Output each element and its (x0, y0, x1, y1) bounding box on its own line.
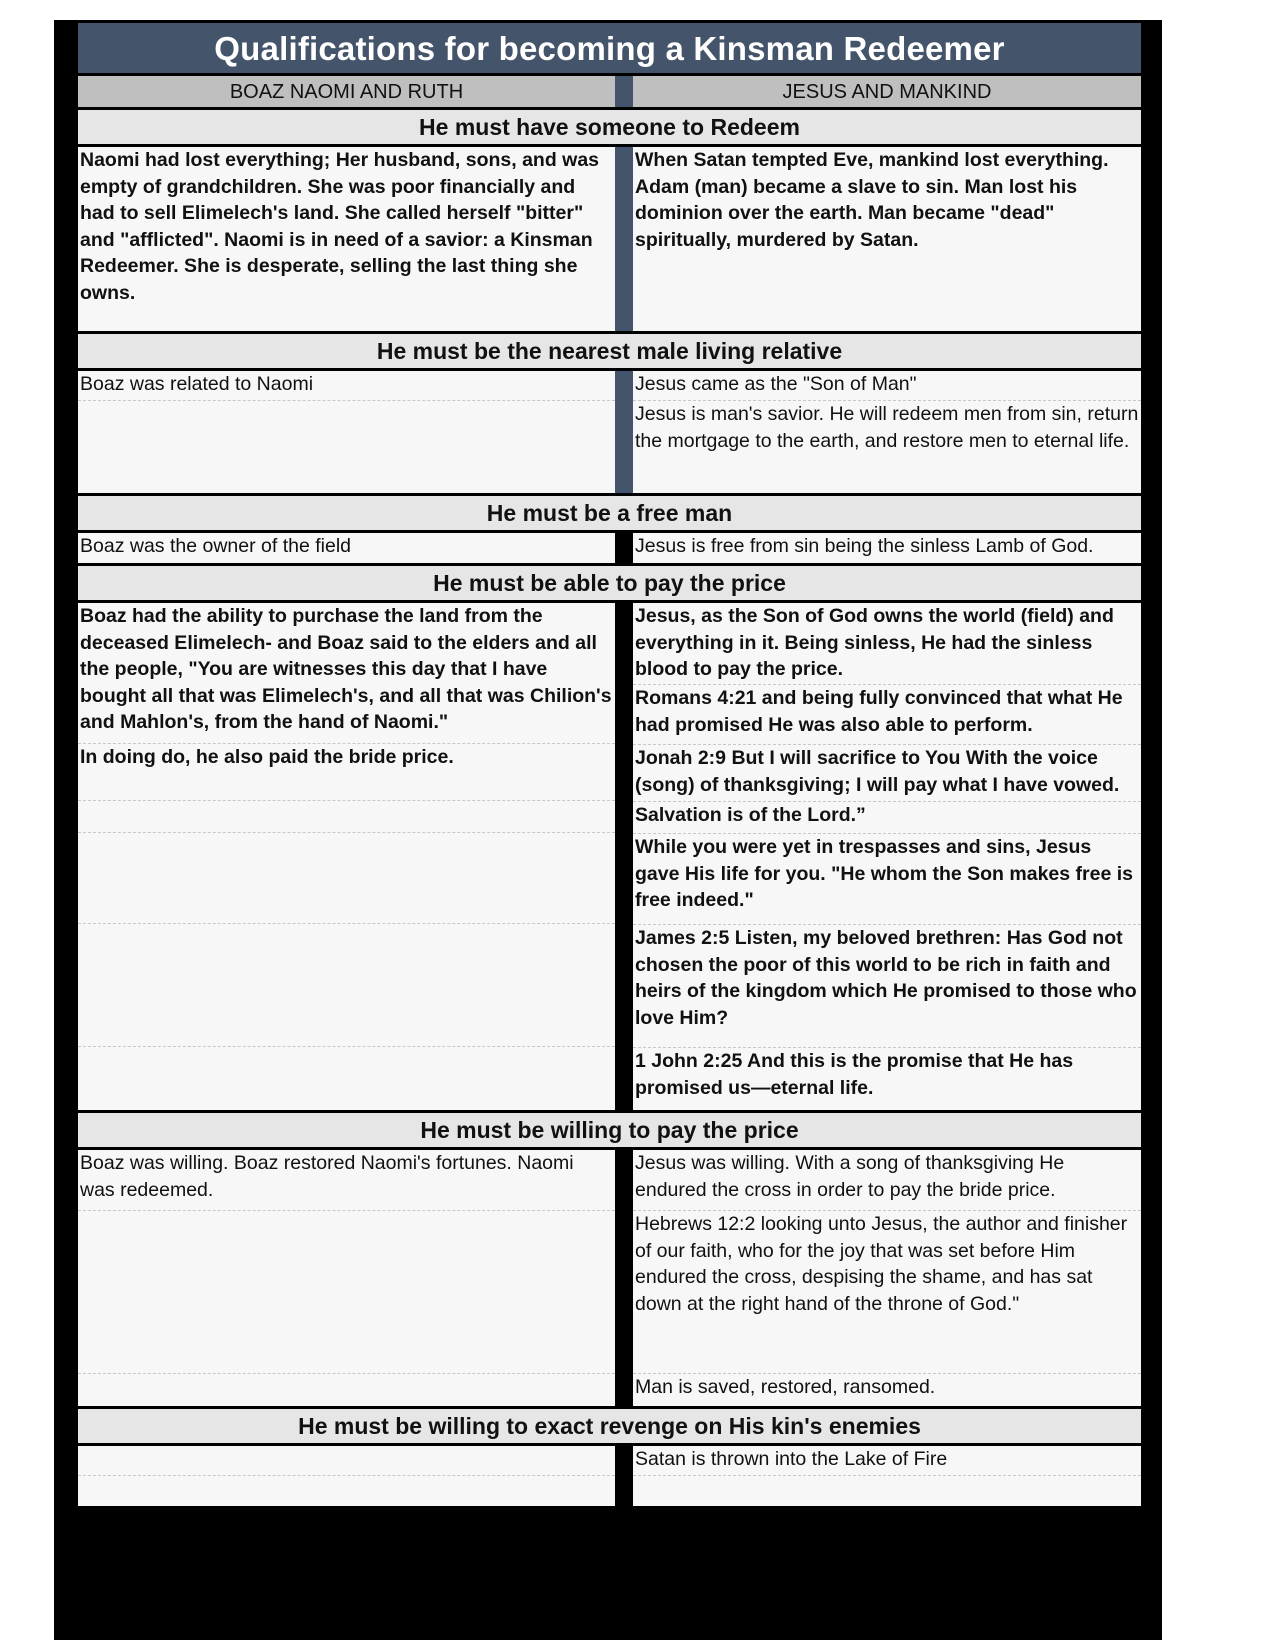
section-rows (78, 371, 1141, 493)
column-left (78, 533, 615, 563)
column-right (633, 371, 1141, 493)
column-left (78, 603, 615, 1110)
column-divider (615, 371, 633, 493)
right-cell: Jesus was willing. With a song of thanksgiving He endured the cross in order to pay the bride price. (633, 1150, 1141, 1211)
section-rows (78, 533, 1141, 563)
column-divider (615, 76, 633, 107)
column-right (633, 1150, 1141, 1406)
section-rows (78, 1446, 1141, 1506)
section-heading: He must be willing to pay the price (78, 1110, 1141, 1150)
column-header-left: BOAZ NAOMI AND RUTH (78, 76, 615, 107)
column-right (633, 147, 1141, 331)
left-cell (78, 801, 615, 833)
section (78, 107, 1141, 331)
right-cell: Hebrews 12:2 looking unto Jesus, the author and finisher of our faith, who for the joy that was set before Him endured the cross, despising the shame, and has sat down at the right hand of the throne of God." (633, 1211, 1141, 1374)
section-heading: He must be the nearest male living relative (78, 331, 1141, 371)
left-cell (78, 1446, 615, 1476)
left-cell (78, 1374, 615, 1406)
column-right (633, 603, 1141, 1110)
right-cell: Jonah 2:9 But I will sacrifice to You With the voice (song) of thanksgiving; I will pay what I have vowed. (633, 745, 1141, 802)
right-cell: Jesus came as the "Son of Man" (633, 371, 1141, 401)
left-cell: In doing do, he also paid the bride price. (78, 744, 615, 801)
column-right (633, 1446, 1141, 1506)
column-right (633, 533, 1141, 563)
right-cell: When Satan tempted Eve, mankind lost everything. Adam (man) became a slave to sin. Man lost his dominion over the earth. Man became "dead" spiritually, murdered by Satan. (635, 149, 1109, 251)
column-left (78, 1150, 615, 1406)
section-heading: He must be able to pay the price (78, 563, 1141, 603)
column-divider (615, 533, 633, 563)
section (78, 331, 1141, 493)
left-cell: Boaz had the ability to purchase the land from the deceased Elimelech- and Boaz said to the elders and all the people, "You are witnesses this day that I have bought all that was Elimelech's, and all that was Chilion's and Mahlon's, from the hand of Naomi." (78, 603, 615, 744)
section-heading: He must be a free man (78, 493, 1141, 533)
right-cell: Salvation is of the Lord.” (633, 802, 1141, 834)
column-divider (615, 1446, 633, 1506)
right-cell: Jesus, as the Son of God owns the world (field) and everything in it. Being sinless, He had the sinless blood to pay the price. (633, 603, 1141, 685)
column-headers (78, 76, 1141, 107)
column-divider (615, 603, 633, 1110)
column-left (78, 147, 615, 331)
left-cell: Naomi had lost everything; Her husband, sons, and was empty of grandchildren. She was poor financially and had to sell Elimelech's land. She called herself "bitter" and "afflicted". Naomi is in need of a savior: a Kinsman Redeemer. She is desperate, selling the last thing she owns. (80, 149, 600, 304)
left-cell (78, 1047, 615, 1110)
left-cell: Boaz was related to Naomi (78, 371, 615, 401)
section (78, 1406, 1141, 1506)
right-cell: While you were yet in trespasses and sins, Jesus gave His life for you. "He whom the Son makes free is free indeed." (633, 834, 1141, 925)
left-cell (78, 924, 615, 1047)
column-divider (615, 1150, 633, 1406)
section (78, 493, 1141, 563)
right-cell: Romans 4:21 and being fully convinced that what He had promised He was also able to perform. (633, 685, 1141, 745)
left-cell: Boaz was willing. Boaz restored Naomi's fortunes. Naomi was redeemed. (78, 1150, 615, 1211)
column-left (78, 371, 615, 493)
page-title: Qualifications for becoming a Kinsman Redeemer (78, 23, 1141, 73)
right-cell: Man is saved, restored, ransomed. (635, 1376, 936, 1398)
left-cell (78, 833, 615, 924)
column-header-right: JESUS AND MANKIND (633, 76, 1141, 107)
right-cell: Satan is thrown into the Lake of Fire (633, 1446, 1141, 1476)
section-rows (78, 147, 1141, 331)
left-cell (78, 401, 615, 493)
right-cell: James 2:5 Listen, my beloved brethren: Has God not chosen the poor of this world to be rich in faith and heirs of the kingdom which He promised to those who love Him? (633, 925, 1141, 1048)
right-cell (633, 1476, 1141, 1506)
section-heading: He must have someone to Redeem (78, 107, 1141, 147)
right-cell: Jesus is man's savior. He will redeem men from sin, return the mortgage to the earth, and restore men to eternal life. (635, 403, 1139, 452)
right-cell: 1 John 2:25 And this is the promise that He has promised us—eternal life. (635, 1050, 1074, 1099)
comparison-table (78, 23, 1141, 1544)
bottom-margin (78, 1506, 1141, 1544)
section-rows (78, 603, 1141, 1110)
sections-container (78, 107, 1141, 1506)
left-cell: Boaz was the owner of the field (80, 535, 351, 557)
section (78, 563, 1141, 1110)
section (78, 1110, 1141, 1406)
page-frame (54, 20, 1162, 1640)
column-left (78, 1446, 615, 1506)
left-cell (78, 1476, 615, 1506)
right-cell: Jesus is free from sin being the sinless Lamb of God. (635, 535, 1094, 557)
column-divider (615, 147, 633, 331)
section-heading: He must be willing to exact revenge on His kin's enemies (78, 1406, 1141, 1446)
left-cell (78, 1211, 615, 1374)
section-rows (78, 1150, 1141, 1406)
